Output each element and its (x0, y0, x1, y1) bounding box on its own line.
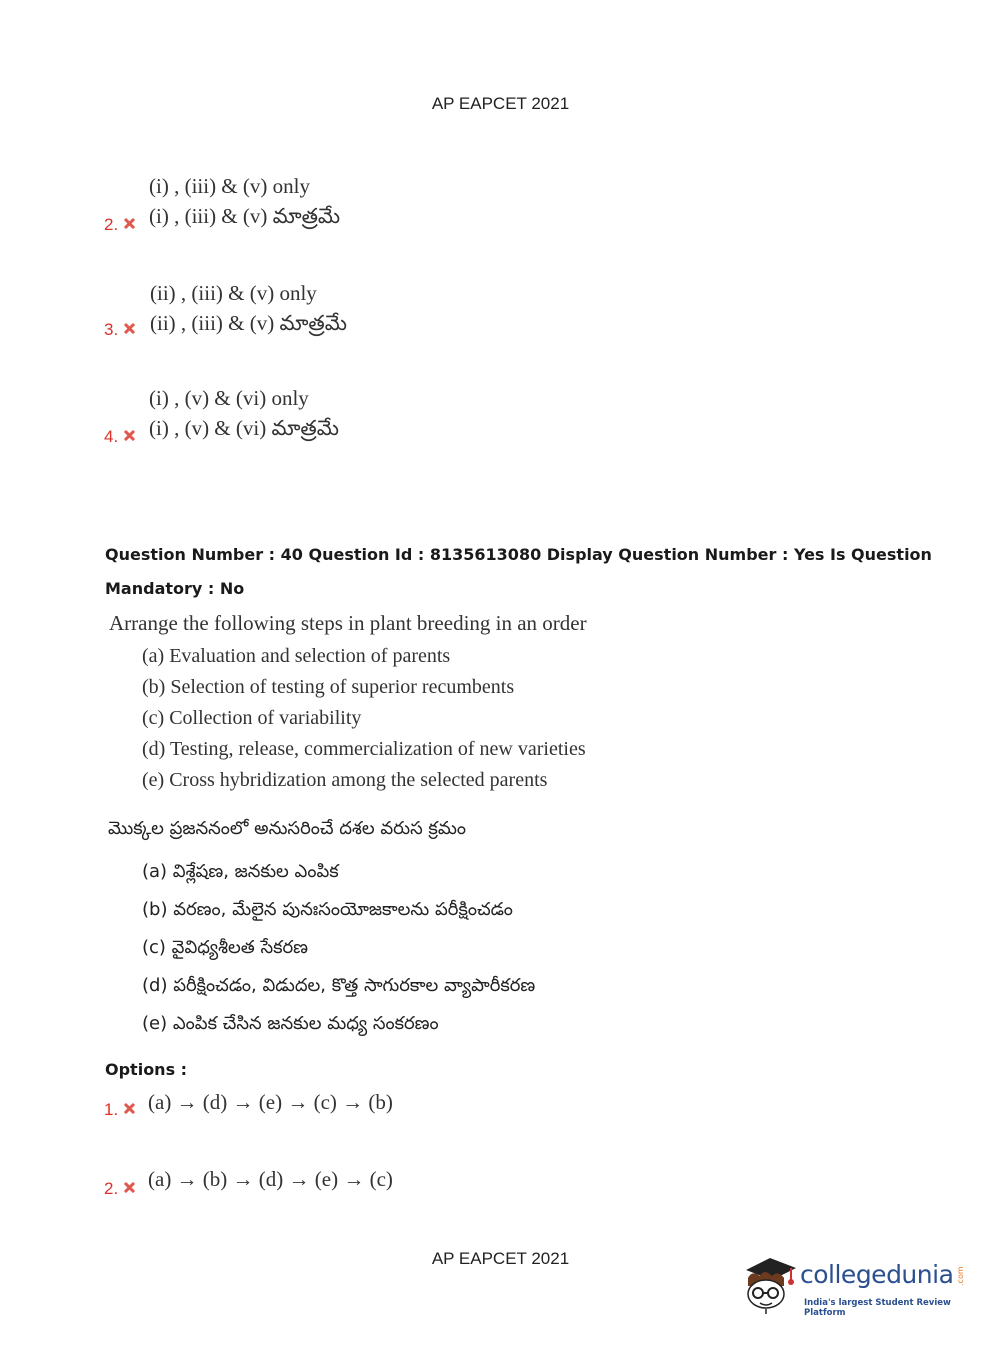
logo-dotcom: .com (956, 1266, 965, 1286)
prev-option-3-english: (ii) , (iii) & (v) only (150, 281, 317, 305)
question-header-line1: Question Number : 40 Question Id : 8135613080 Display Question Number : Yes Is Question (105, 545, 932, 564)
option-2-marker (104, 1179, 135, 1199)
options-label: Options : (105, 1060, 188, 1079)
option-number: 2. (104, 215, 119, 234)
logo-wordmark: collegedunia (800, 1260, 954, 1289)
question-header-line2: Mandatory : No (105, 579, 245, 598)
option-number: 3. (104, 320, 119, 339)
wrong-x-icon (124, 1182, 135, 1193)
option-2-text: (a) → (b) → (d) → (e) → (c) (148, 1167, 393, 1191)
item-b-english: (b) Selection of testing of superior recumbents (142, 676, 515, 698)
item-e-english: (e) Cross hybridization among the selected parents (142, 769, 548, 791)
item-a-telugu: (a) విశ్లేషణ, జనకుల ఎంపిక (142, 861, 339, 882)
question-items-telugu (142, 853, 535, 1043)
option-1-text: (a) → (d) → (e) → (c) → (b) (148, 1090, 393, 1114)
question-stem-english: Arrange the following steps in plant breeding in an order (109, 611, 587, 635)
prev-option-4-english: (i) , (v) & (vi) only (149, 386, 309, 410)
question-items-english (142, 641, 586, 796)
prev-option-3-telugu: (ii) , (iii) & (v) మాత్రమే (150, 311, 347, 335)
item-d-telugu: (d) పరీక్షించడం, విడుదల, కొత్త సాగురకాల వ్యాపారీకరణ (142, 975, 536, 996)
collegedunia-logo (742, 1248, 972, 1318)
prev-option-2-english: (i) , (iii) & (v) only (149, 174, 310, 198)
item-e-telugu: (e) ఎంపిక చేసిన జనకుల మధ్య సంకరణం (142, 1013, 439, 1034)
wrong-x-icon (124, 218, 135, 229)
option-number: 2. (104, 1179, 119, 1198)
option-1-marker (104, 1100, 135, 1120)
item-d-english: (d) Testing, release, commercialization of new varieties (142, 738, 586, 760)
page-footer: AP EAPCET 2021 (431, 1249, 570, 1268)
prev-option-4-telugu: (i) , (v) & (vi) మాత్రమే (149, 416, 339, 440)
page-header: AP EAPCET 2021 (431, 94, 570, 113)
option-number: 1. (104, 1100, 119, 1119)
wrong-x-icon (124, 1103, 135, 1114)
item-b-telugu: (b) వరణం, మేలైన పునఃసంయోజకాలను పరీక్షించడం (142, 899, 513, 920)
prev-option-2-telugu: (i) , (iii) & (v) మాత్రమే (149, 204, 341, 228)
prev-option-3-marker (104, 320, 135, 340)
item-c-english: (c) Collection of variability (142, 707, 362, 729)
option-number: 4. (104, 427, 119, 446)
logo-tagline: India's largest Student Review Platform (804, 1298, 951, 1318)
wrong-x-icon (124, 323, 135, 334)
prev-option-4-marker (104, 427, 135, 447)
graduate-mascot-icon (742, 1248, 800, 1314)
question-stem-telugu: మొక్కల ప్రజననంలో అనుసరించే దశల వరుస క్రమం (108, 818, 466, 839)
item-c-telugu: (c) వైవిధ్యశీలత సేకరణ (142, 937, 309, 958)
wrong-x-icon (124, 430, 135, 441)
item-a-english: (a) Evaluation and selection of parents (142, 645, 451, 667)
prev-option-2-marker (104, 215, 135, 235)
